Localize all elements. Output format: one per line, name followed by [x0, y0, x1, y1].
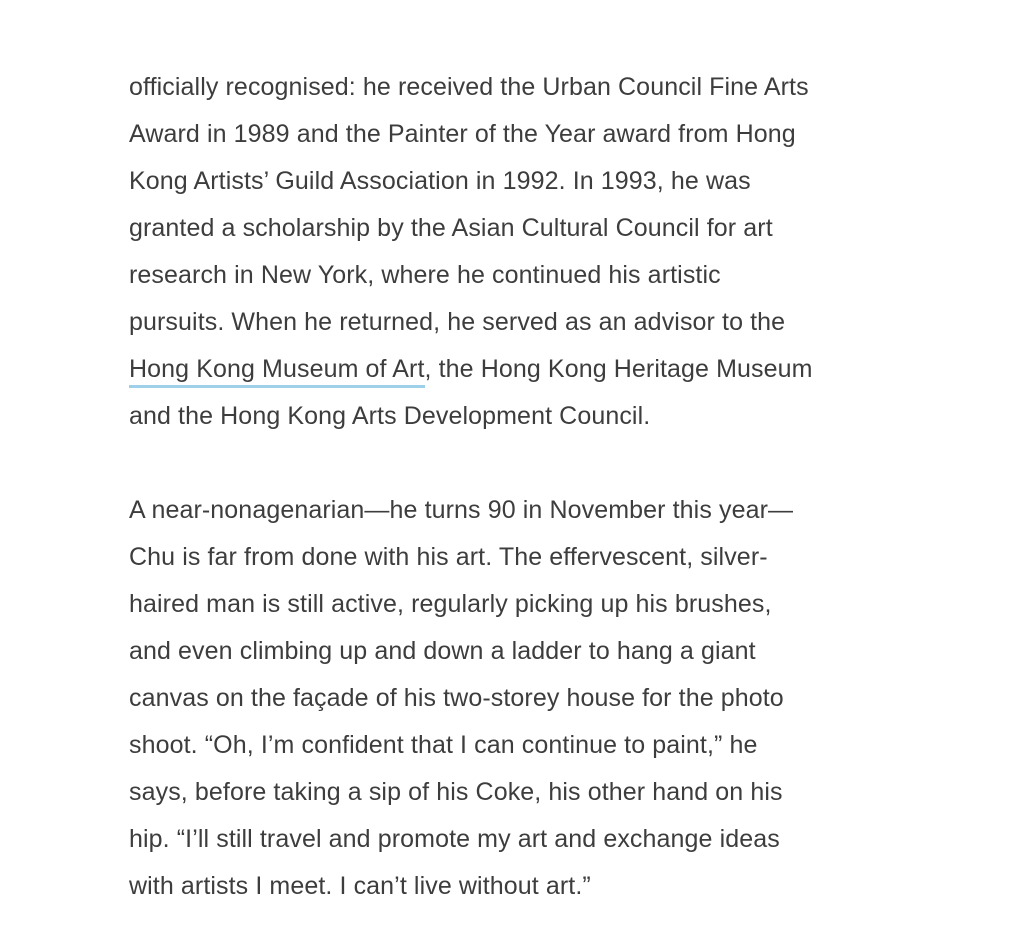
paragraph-line: A near-nonagenarian—he turns 90 in November this year— — [129, 496, 794, 524]
paragraph-line: Kong Artists’ Guild Association in 1992. In 1993, he was — [129, 167, 751, 195]
paragraph-line: Award in 1989 and the Painter of the Year award from Hong — [129, 120, 796, 148]
paragraph-line: shoot. “Oh, I’m confident that I can continue to paint,” he — [129, 731, 758, 759]
link-trailing-text: , the Hong Kong Heritage Museum — [424, 355, 813, 383]
paragraph-line: hip. “I’ll still travel and promote my art and exchange ideas — [129, 825, 780, 853]
paragraph-line: pursuits. When he returned, he served as an advisor to the — [129, 308, 786, 336]
paragraph-line: says, before taking a sip of his Coke, his other hand on his — [129, 778, 783, 806]
paragraph-chu-today — [129, 487, 909, 910]
paragraph-line: with artists I meet. I can’t live without art.” — [129, 872, 591, 900]
paragraph-line: Chu is far from done with his art. The effervescent, silver- — [129, 543, 768, 571]
paragraph-awards — [129, 64, 909, 440]
paragraph-line: and the Hong Kong Arts Development Council. — [129, 402, 651, 430]
paragraph-line: research in New York, where he continued his artistic — [129, 261, 721, 289]
hong-kong-museum-of-art-link[interactable]: Hong Kong Museum of Art — [129, 355, 425, 388]
paragraph-line-with-link — [129, 346, 909, 393]
paragraph-line: haired man is still active, regularly picking up his brushes, — [129, 590, 772, 618]
paragraph-line: granted a scholarship by the Asian Cultural Council for art — [129, 214, 773, 242]
paragraph-line: officially recognised: he received the Urban Council Fine Arts — [129, 73, 809, 101]
article-body — [129, 64, 909, 910]
paragraph-line: canvas on the façade of his two-storey house for the photo — [129, 684, 784, 712]
paragraph-line: and even climbing up and down a ladder to hang a giant — [129, 637, 756, 665]
